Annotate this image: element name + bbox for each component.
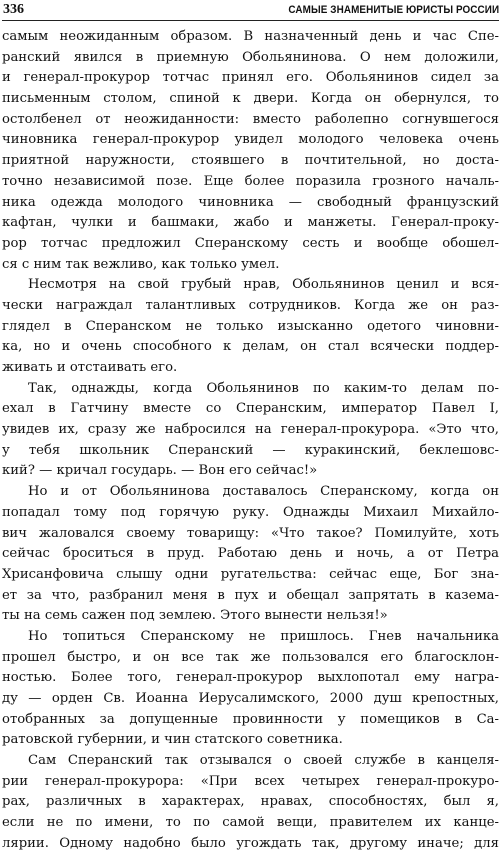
paragraph-first-line: Несмотря на свой грубый нрав, Обольянинов ценил и вся-	[28, 277, 499, 293]
text-line: ностью. Более того, генерал-прокурор выхлопотал ему награ-	[2, 670, 499, 686]
text-line: живать и отстаивать его.	[2, 360, 178, 375]
text-line: рах, различных в характерах, нравах, способностях, был я,	[2, 794, 499, 810]
page-header	[2, 0, 499, 21]
text-line: самым неожиданным образом. В назначенный день и час Спе-	[2, 29, 499, 44]
text-line: ка, но и очень способного к делам, он стал всячески поддер-	[2, 339, 499, 355]
text-line: и генерал-прокурор тотчас принял его. Обольянинов сидел за	[2, 70, 499, 86]
text-line: лярии. Одному надобно было угождать так, другому иначе; для	[2, 835, 499, 851]
text-line: ранский явился в приемную Обольянинова. О нем доложили,	[2, 49, 499, 65]
text-line: ехал в Гатчину вместе со Сперанским, император Павел I,	[2, 401, 499, 417]
text-line: сейчас броситься в пруд. Работаю день и ночь, а от Петра	[2, 546, 499, 562]
text-line: ника одежда молодого чиновника — свободный французский	[2, 194, 499, 210]
paragraph-first-line: Сам Сперанский так отзывался о своей службе в канцеля-	[28, 753, 499, 769]
text-line: прошел быстро, и он все так же пользовался его благосклон-	[2, 649, 499, 665]
text-line: вич жаловался своему товарищу: «Что такое? Помилуйте, хоть	[2, 525, 499, 541]
text-line: кафтан, чулки и башмаки, жабо и манжеты. Генерал-проку-	[2, 215, 499, 231]
paragraph-first-line: Но и от Обольянинова доставалось Сперанскому, когда он	[28, 484, 499, 500]
body-text	[2, 27, 499, 855]
text-line: ет за что, разбранил меня в пух и обещал запрятать в казема-	[2, 587, 499, 603]
text-line: если не по имени, то по самой вещи, правителем их канце-	[2, 815, 499, 831]
page-number: 336	[3, 2, 24, 17]
text-line: увидев их, сразу же набросился на генерал-прокурора. «Это что,	[2, 422, 499, 438]
text-line: глядел в Сперанском не только изысканно одетого чиновни-	[2, 318, 499, 334]
text-line: Хрисанфовича слышу одни ругательства: сейчас еще, Бог зна-	[2, 566, 499, 582]
text-line: ратовской губернии, и чин статского советника.	[2, 732, 343, 748]
text-line: чески награждал талантливых сотрудников. Когда же он раз-	[2, 297, 499, 313]
paragraph-first-line: Так, однажды, когда Обольянинов по каким-то делам по-	[28, 380, 499, 396]
text-line: остолбенел от неожиданности: вместо раболепно согнувшегося	[2, 111, 499, 127]
text-line: чиновника генерал-прокурор увидел молодого человека очень	[2, 132, 499, 148]
text-line: рии генерал-прокурора: «При всех четырех генерал-прокуро-	[2, 773, 499, 789]
text-line: у тебя школьник Сперанский — куракинский, беклешовс-	[2, 442, 499, 458]
text-line: приятной наружности, стоявшего в почтительной, но доста-	[2, 153, 499, 169]
running-title: САМЫЕ ЗНАМЕНИТЫЕ ЮРИСТЫ РОССИИ	[288, 4, 499, 16]
text-line: ду — орден Св. Иоанна Иерусалимского, 2000 душ крепостных,	[2, 691, 499, 706]
text-line: попадал тому под горячую руку. Однажды Михаил Михайло-	[2, 504, 499, 520]
text-line: письменным столом, спиной к двери. Когда он обернулся, то	[2, 91, 499, 107]
paragraph-first-line: Но топиться Сперанскому не пришлось. Гнев начальника	[28, 628, 499, 644]
text-line: ты на семь сажен под землею. Этого вынести нельзя!»	[2, 608, 388, 624]
text-line: отобранных за допущенные провинности у помещиков в Са-	[2, 711, 499, 727]
text-line: кий? — кричал государь. — Вон его сейчас!»	[2, 463, 318, 479]
text-line: точно независимой позе. Еще более поразила грозного началь-	[2, 173, 499, 189]
text-line: ся с ним так вежливо, как только умел.	[2, 256, 280, 272]
text-line: рор тотчас предложил Сперанскому сесть и вообще обошел-	[2, 235, 499, 251]
